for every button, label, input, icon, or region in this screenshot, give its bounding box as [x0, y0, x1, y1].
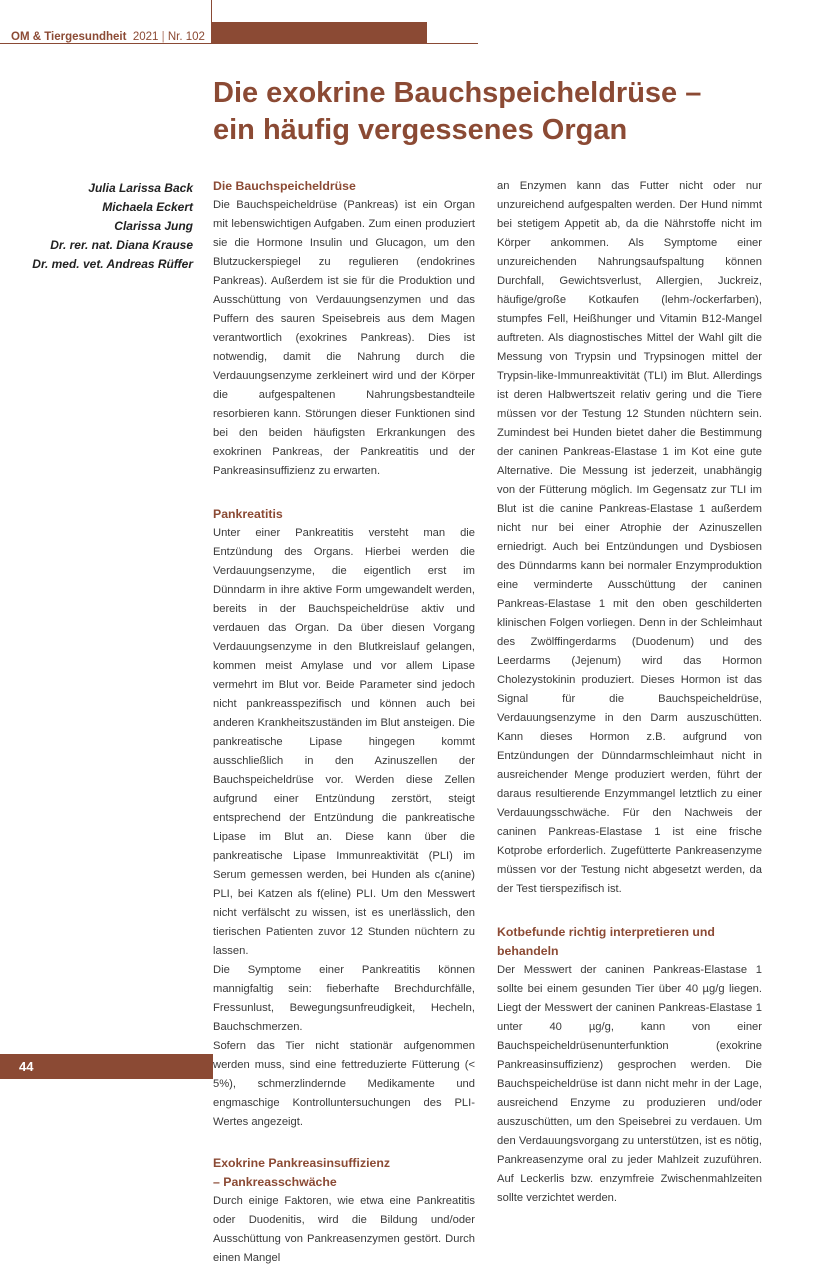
paragraph-pankreatitis-1: Unter einer Pankreatitis versteht man die Entzündung des Organs. Hierbei werden die Verdauungsenzyme, die eigentlich erst im Dünndarm in ihre aktive Form umgewandelt werden, bereits in der Bauchspeicheldrüse aktiv und verdauen das Organ. Da über diesen Vorgang Verdauungsenzyme in den Blutkreislauf gelangen, kommen meist Amylase und vor allem Lipase vermehrt im Blut vor. Beide Parameter sind jedoch nicht pankreasspezifisch und können auch bei anderen Krankheitszuständen im Blut ansteigen. Die pankreatische Lipase hingegen kommt ausschließlich in den Azinuszellen der Bauchspeicheldrüse vor. Werden diese Zellen aufgrund einer Entzündung zerstört, steigt entsprechend der Entzündung die pankreatische Lipase im Blut an. Diese kann über die pankreatische Lipase Immunreaktivität (PLI) im Serum gemessen werden, bei Hunden als c(anine) PLI, bei Katzen als f(eline) PLI. Um den Messwert nicht verfälscht zu wissen, ist es unerlässlich, den tierischen Patienten zuvor 12 Stunden nüchtern zu lassen.: [213, 527, 475, 957]
author: Julia Larissa Back: [88, 181, 193, 195]
paragraph-insuffizienz-1: Durch einige Faktoren, wie etwa eine Pankreatitis oder Duodenitis, wird die Bildung und/oder Ausschüttung von Pankreasenzymen gestört. Durch einen Mangel: [213, 1195, 475, 1264]
author: Michaela Eckert: [102, 200, 193, 214]
heading-insuffizienz-line-1: Exokrine Pankreasinsuffizienz: [213, 1156, 391, 1170]
text-column-left: [213, 177, 475, 1268]
paragraph-bauchspeicheldruese: Die Bauchspeicheldrüse (Pankreas) ist ein Organ mit lebenswichtigen Aufgaben. Zum einen produziert sie die Hormone Insulin und Glucagon, um den Blutzuckerspiegel zu regulieren (endokrines Pankreas). Außerdem ist sie für die Produktion und Ausschüttung von Verdauungsenzymen und das Puffern des sauren Speisebreis aus dem Magen verantwortlich (exokrines Pankreas). Dies ist notwendig, damit die Nahrung durch die Verdauungsenzyme zerkleinert wird und der Körper die aufgespaltenen Nahrungsbestandteile resorbieren kann. Störungen dieser Funktionen sind bei den beiden häufigsten Erkrankungen des exokrinen Pankreas, der Pankreatitis und der Pankreasinsuffizienz zu erwarten.: [213, 199, 475, 477]
page-number-bar: [0, 1054, 213, 1079]
author: Dr. rer. nat. Diana Krause: [50, 238, 193, 252]
heading-kotbefunde-line-2: behandeln: [497, 944, 559, 958]
journal-name: OM & Tiergesundheit: [11, 31, 127, 43]
heading-bauchspeicheldruese: Die Bauchspeicheldrüse: [213, 179, 356, 193]
heading-pankreatitis: Pankreatitis: [213, 507, 283, 521]
journal-header: [11, 31, 205, 43]
text-column-right: [497, 177, 762, 1208]
heading-kotbefunde-line-1: Kotbefunde richtig interpretieren und: [497, 925, 715, 939]
journal-year: 2021: [132, 31, 159, 43]
article-title: [213, 75, 793, 149]
title-line-1: Die exokrine Bauchspeicheldrüse –: [213, 77, 702, 109]
page-number: 44: [19, 1059, 34, 1074]
header-horizontal-rule: [0, 43, 478, 44]
heading-kotbefunde: [497, 923, 762, 961]
paragraph-insuffizienz-2: an Enzymen kann das Futter nicht oder nur unzureichend aufgespalten werden. Der Hund nimmt bei stetigem Appetit ab, da die Nährstoffe nicht im Körper ankommen. Als Symptome einer unzureichenden Nahrungsaufspaltung können Durchfall, Gewichtsverlust, Allergien, Juckreiz, häufige/große Kotkaufen (lehm-/ockerfarben), stumpfes Fell, Heißhunger und Vitamin B12-Mangel auftreten. Als diagnostisches Mittel der Wahl gilt die Messung von Trypsin und Trypsinogen mittel der Trypsin-like-Immunreaktivität (TLI) im Blut. Allerdings ist deren Halbwertszeit relativ gering und die Tiere müssen vor der Testung 12 Stunden nüchtern sein. Zumindest bei Hunden bietet daher die Bestimmung der caninen Pankreas-Elastase 1 im Kot eine gute Alternative. Die Messung ist jederzeit, unabhängig von der Fütterung möglich. Im Gegensatz zur TLI im Blut ist die canine Pankreas-Elastase 1 außerdem nicht nur bei einer Atrophie der Azinuszellen erniedrigt. Auch bei Entzündungen und Dysbiosen des Dünndarms kann bei normaler Enzymproduktion eine verminderte Ausschüttung der caninen Pankreas-Elastase 1 mit den oben geschilderten klinischen Folgen vorliegen. Denn in der Schleimhaut des Zwölffingerdarms (Duodenum) und des Leerdarms (Jejenum) wird das Hormon Cholezystokinin produziert. Dieses Hormon ist das Signal für die Bauchspeicheldrüse, Verdauungsenzyme in den Darm auszuschütten. Kann dieses Hormon z.B. aufgrund von Entzündungen der Dünndarmschleimhaut nicht in ausreichender Menge produziert werden, führt der daraus resultierende Enzymmangel letztlich zu einer Verdauungsschwäche. Für den Nachweis der caninen Pankreas-Elastase 1 ist eine frische Kotprobe erforderlich. Zugefütterte Pankreasenzyme müssen vor der Testung nicht abgesetzt werden, da der Test tierspezifisch ist.: [497, 180, 762, 895]
heading-insuffizienz: [213, 1154, 475, 1192]
header-separator: |: [161, 31, 165, 43]
paragraph-pankreatitis-3: Sofern das Tier nicht stationär aufgenommen werden muss, sind eine fettreduzierte Fütterung (< 5%), schmerzlindernde Medikamente und engmaschige Kontrolluntersuchungen des PLI-Wertes angezeigt.: [213, 1040, 475, 1128]
paragraph-kotbefunde: Der Messwert der caninen Pankreas-Elastase 1 sollte bei einem gesunden Tier über 40 µg/g liegen. Liegt der Messwert der caninen Pankreas-Elastase 1 unter 40 µg/g, kann von einer Bauchspeicheldrüsenunterfunktion (exokrine Pankreasinsuffizienz) gesprochen werden. Die Bauchspeicheldrüse ist dann nicht mehr in der Lage, ausreichend Enzyme zu produzieren und/oder auszuschütten, um den Speisebrei zu verdauen. Um den Verdauungsvorgang zu unterstützen, ist es nötig, Pankreasenzyme oral zu jeder Mahlzeit zuzuführen. Auf Leckerlis bzw. enzymfreie Zwischenmahlzeiten sollte verzichtet werden.: [497, 964, 762, 1204]
paragraph-pankreatitis-2: Die Symptome einer Pankreatitis können mannigfaltig sein: fieberhafte Brechdurchfälle, Fressunlust, Bewegungsunfreudigkeit, Hecheln, Bauchschmerzen.: [213, 964, 475, 1033]
heading-insuffizienz-line-2: – Pankreasschwäche: [213, 1175, 337, 1189]
header-color-bar: [212, 22, 427, 43]
author: Clarissa Jung: [114, 219, 193, 233]
title-line-2: ein häufig vergessenes Organ: [213, 114, 628, 146]
author: Dr. med. vet. Andreas Rüffer: [32, 257, 193, 271]
author-list: [32, 179, 193, 274]
journal-issue: Nr. 102: [167, 31, 205, 43]
